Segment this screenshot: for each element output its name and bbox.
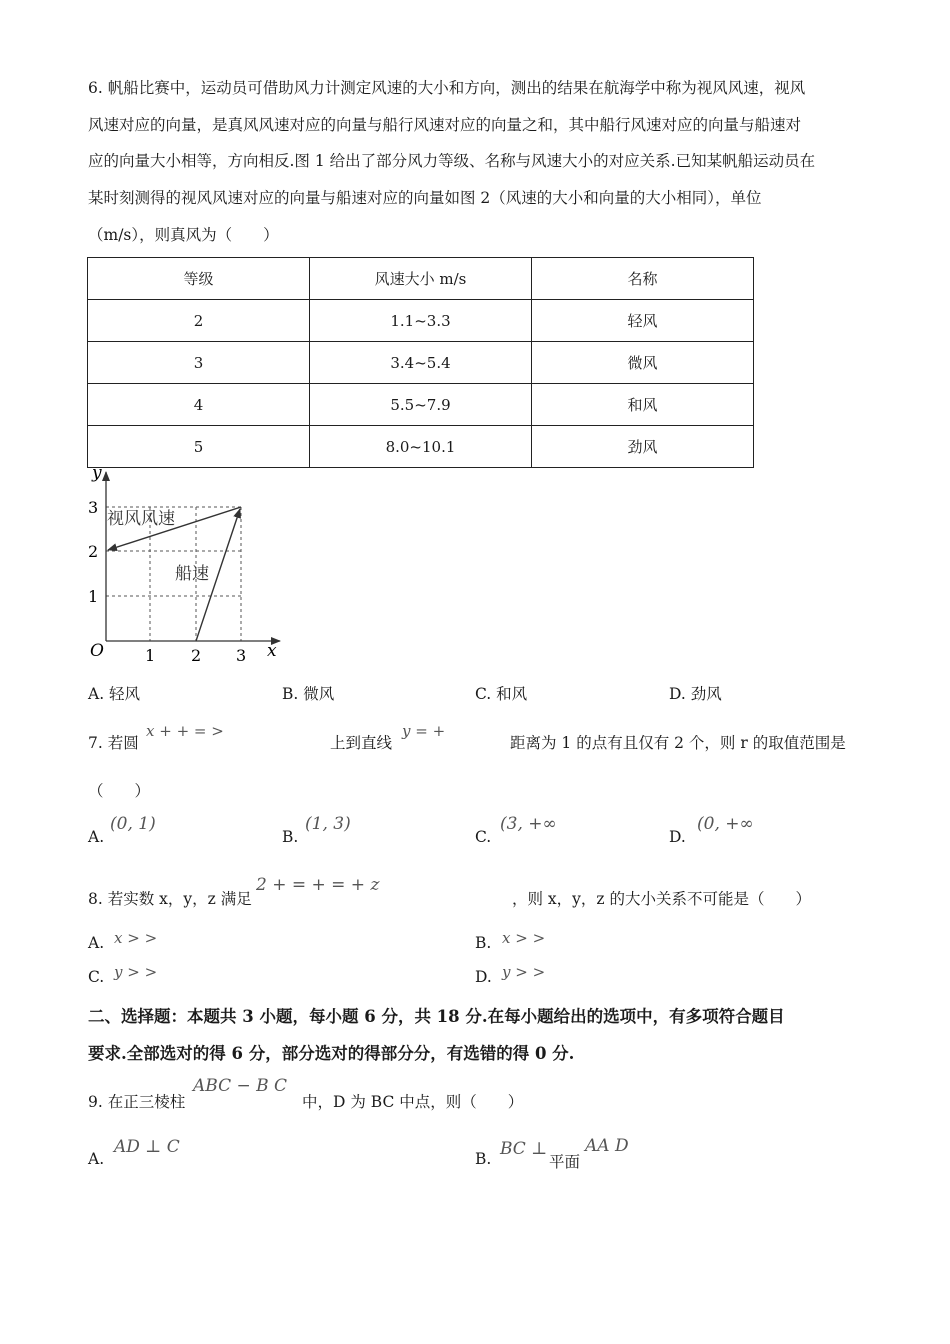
origin-label: O [90,641,104,661]
q9-option-b-plane: 平面 [549,1153,581,1171]
q6-option-c[interactable]: C. 和风 [475,685,528,703]
table-row [88,300,754,342]
table-header-row [88,258,754,300]
q9-prism: ABC − B C [193,1076,288,1096]
x-tick-label: 3 [236,646,247,665]
q8-suffix: ，则 x，y，z 的大小关系不可能是（ ） [512,890,812,908]
x-axis-label: x [267,641,277,661]
y-tick-label: 2 [88,542,99,561]
q6-line-4: 某时刻测得的视风风速对应的向量与船速对应的向量如图 2（风速的大小和向量的大小相同），单位 [88,189,762,207]
q6-line-3: 应的向量大小相等，方向相反.图 1 给出了部分风力等级、名称与风速大小的对应关系.已知某帆船运动员在 [88,152,816,170]
table-header-cell: 等级 [88,258,310,300]
q7-circle-equation: x + + = > [146,722,224,740]
q9-option-a-label[interactable]: A. [88,1150,105,1168]
y-axis-label: y [92,466,102,483]
wind-level-table [87,257,754,468]
table-row [88,384,754,426]
table-cell: 4 [88,384,310,426]
q8-option-c-label[interactable]: C. [88,968,105,986]
q9-option-a-value: AD ⊥ C [114,1137,180,1157]
table-row [88,342,754,384]
q9-option-b-label[interactable]: B. [475,1150,492,1168]
table-cell: 3 [88,342,310,384]
q7-option-a-value: (0, 1) [110,814,156,834]
vector-figure [80,466,290,666]
q8-prefix: 8. 若实数 x，y，z 满足 [88,890,252,908]
table-cell: 5.5~7.9 [310,384,532,426]
q7-suffix: 距离为 1 的点有且仅有 2 个，则 r 的取值范围是 [510,734,846,752]
boat-speed-label: 船速 [175,564,209,584]
q9-prefix: 9. 在正三棱柱 [88,1093,186,1111]
y-tick-label: 3 [88,498,99,517]
q8-option-a-value: x > > [114,929,158,947]
q8-option-a-label[interactable]: A. [88,934,105,952]
table-row [88,426,754,468]
section-2-heading-line-1: 二、选择题：本题共 3 小题，每小题 6 分，共 18 分.在每小题给出的选项中，有多项符合题目 [88,1007,785,1026]
q7-option-c-label[interactable]: C. [475,828,492,846]
q7-option-b-label[interactable]: B. [282,828,299,846]
q8-option-c-value: y > > [114,963,158,981]
q6-option-b[interactable]: B. 微风 [282,685,335,703]
q8-option-d-value: y > > [502,963,546,981]
table-header-cell: 名称 [532,258,754,300]
table-cell: 劲风 [532,426,754,468]
y-tick-label: 1 [88,587,99,606]
q9-option-b-value: BC ⊥ [500,1139,548,1159]
q7-paren: （ ） [88,782,151,800]
table-cell: 和风 [532,384,754,426]
q7-prefix: 7. 若圆 [88,734,139,752]
q7-line-equation: y = + [402,722,446,740]
apparent-wind-label: 视风风速 [107,509,175,529]
table-cell: 5 [88,426,310,468]
q9-option-b-value-2: AA D [585,1136,629,1156]
table-cell: 轻风 [532,300,754,342]
q7-option-b-value: (1, 3) [305,814,351,834]
x-tick-label: 1 [145,646,156,665]
q8-option-b-label[interactable]: B. [475,934,492,952]
q6-option-d[interactable]: D. 劲风 [669,685,722,703]
q8-equation: 2 + = + = + z [256,875,380,895]
table-cell: 3.4~5.4 [310,342,532,384]
table-header-cell: 风速大小 m/s [310,258,532,300]
x-tick-label: 2 [191,646,202,665]
q7-option-d-label[interactable]: D. [669,828,686,846]
q7-option-a-label[interactable]: A. [88,828,105,846]
q6-line-1: 6. 帆船比赛中，运动员可借助风力计测定风速的大小和方向，测出的结果在航海学中称为视风风速，视风 [88,79,806,97]
q9-suffix: 中，D 为 BC 中点，则（ ） [302,1093,524,1111]
table-cell: 8.0~10.1 [310,426,532,468]
q8-option-d-label[interactable]: D. [475,968,492,986]
q6-option-a[interactable]: A. 轻风 [88,685,141,703]
q6-line-2: 风速对应的向量，是真风风速对应的向量与船行风速对应的向量之和，其中船行风速对应的向量与船速对 [88,116,802,134]
table-cell: 1.1~3.3 [310,300,532,342]
q7-option-d-value: (0, +∞ [697,814,754,834]
q6-line-5: （m/s），则真风为（ ） [88,226,279,244]
q8-option-b-value: x > > [502,929,546,947]
q7-option-c-value: (3, +∞ [500,814,557,834]
q7-mid: 上到直线 [330,734,393,752]
section-2-heading-line-2: 要求.全部选对的得 6 分，部分选对的得部分分，有选错的得 0 分. [88,1044,575,1063]
table-cell: 2 [88,300,310,342]
table-cell: 微风 [532,342,754,384]
